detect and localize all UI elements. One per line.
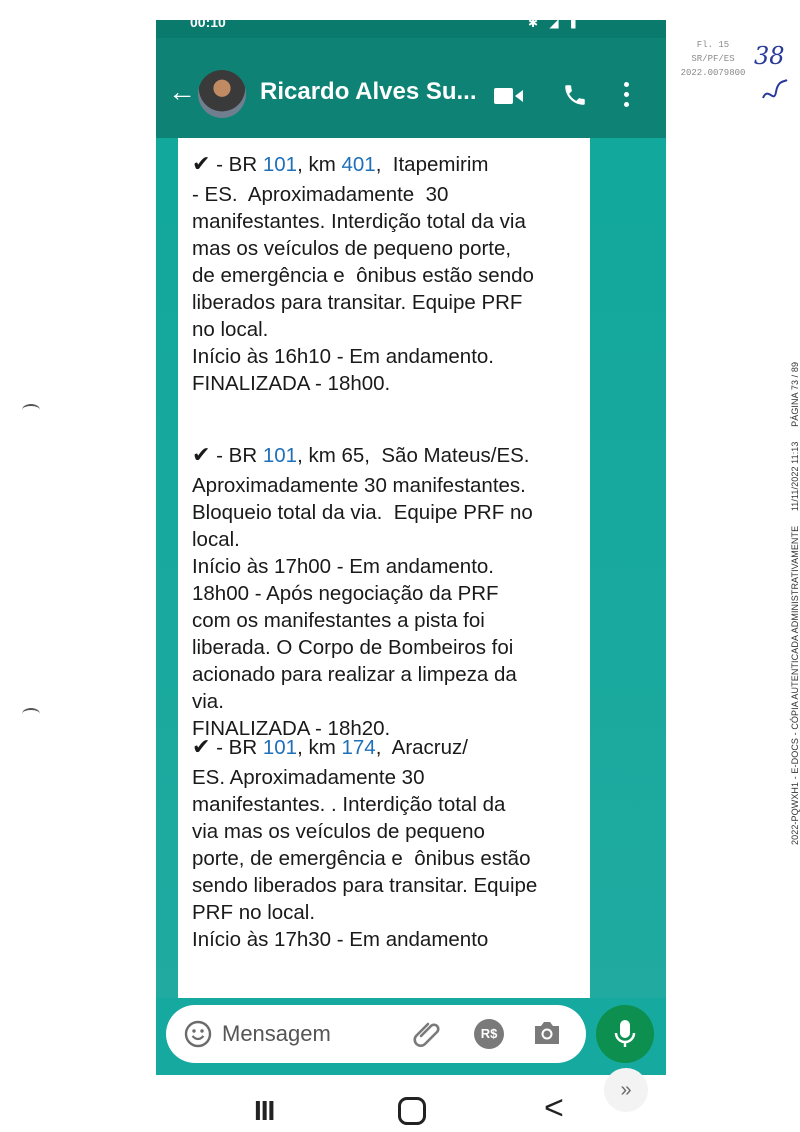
- message-line: PRF no local.: [192, 901, 316, 924]
- check-icon: ✔: [192, 442, 211, 467]
- message-line: - ES. Aproximadamente 30: [192, 183, 449, 206]
- stamp-process-number: 2022.0079800: [680, 68, 746, 78]
- chevrons-down-icon[interactable]: »: [604, 1068, 648, 1112]
- message-heading-line: [192, 441, 530, 469]
- message-text: , km: [297, 736, 342, 759]
- phone-number-link[interactable]: 401: [341, 153, 376, 176]
- avatar[interactable]: [198, 70, 246, 118]
- message-line: Início às 17h30 - Em andamento: [192, 928, 489, 951]
- message-input[interactable]: [222, 1019, 402, 1049]
- video-call-icon[interactable]: [494, 86, 524, 106]
- stamp-folio: Fl. 15: [696, 40, 730, 50]
- message-line: local.: [192, 528, 240, 551]
- message-text: , Itapemirim: [375, 153, 489, 176]
- page-stamp: [672, 38, 754, 80]
- message-line: liberados para transitar. Equipe PRF: [192, 291, 523, 314]
- message-line: manifestantes. . Interdição total da: [192, 793, 506, 816]
- handwritten-page-number: 38: [754, 42, 785, 70]
- message-text: - BR: [210, 444, 263, 467]
- arrow-left-icon[interactable]: ←: [168, 76, 196, 107]
- message-line: Aproximadamente 30 manifestantes.: [192, 474, 526, 497]
- message-line: acionado para realizar a limpeza da: [192, 663, 517, 686]
- phone-number-link[interactable]: 101: [262, 444, 298, 467]
- message-line: de emergência e ônibus estão sendo: [192, 264, 534, 287]
- camera-icon[interactable]: [532, 1019, 562, 1047]
- message-line: com os manifestantes a pista foi: [192, 609, 485, 632]
- microphone-icon: [613, 1019, 637, 1049]
- message-line: sendo liberados para transitar. Equipe: [192, 874, 538, 897]
- system-nav-bar: [0, 1075, 800, 1132]
- message-text: , km: [297, 153, 342, 176]
- message-bubble: [178, 138, 590, 998]
- phone-number-link[interactable]: 174: [341, 736, 376, 759]
- more-vert-icon[interactable]: [624, 82, 630, 108]
- message-line: Bloqueio total da via. Equipe PRF no: [192, 501, 533, 524]
- message-line: manifestantes. Interdição total da via: [192, 210, 526, 233]
- message-composer: [166, 1005, 586, 1063]
- phone-number-link[interactable]: 101: [262, 736, 298, 759]
- message-text: - BR: [210, 736, 263, 759]
- message-text: , km 65, São Mateus/ES.: [297, 444, 530, 467]
- authentication-doc-id: 2022-PQWXH1 - E-DOCS - CÓPIA AUTENTICADA ADMINISTRATIVAMENTE: [790, 525, 800, 845]
- message-line: liberada. O Corpo de Bombeiros foi: [192, 636, 514, 659]
- stamp-department: SR/PF/ES: [691, 54, 735, 64]
- message-line: porte, de emergência e ônibus estão: [192, 847, 531, 870]
- message-line: ES. Aproximadamente 30: [192, 766, 425, 789]
- message-line: no local.: [192, 318, 269, 341]
- authentication-strip: [790, 285, 800, 845]
- phone-call-icon[interactable]: [562, 82, 588, 108]
- phone-number-link[interactable]: 101: [262, 153, 298, 176]
- status-time: 00:10: [190, 14, 226, 30]
- status-bar: [156, 14, 666, 38]
- message-line: Início às 17h00 - Em andamento.: [192, 555, 494, 578]
- punch-hole-mark: [22, 404, 40, 416]
- status-icons: ✱ ◢ ▮: [528, 16, 581, 30]
- chat-header: [156, 38, 666, 138]
- message-line: FINALIZADA - 18h00.: [192, 372, 391, 395]
- authentication-timestamp: 11/11/2022 11:13: [790, 441, 800, 512]
- check-icon: ✔: [192, 151, 211, 176]
- nav-recents-button[interactable]: III: [254, 1095, 275, 1126]
- chat-area[interactable]: [156, 138, 666, 1101]
- message-text: - BR: [210, 153, 263, 176]
- message-line: via mas os veículos de pequeno: [192, 820, 485, 843]
- payment-icon[interactable]: R$: [474, 1019, 504, 1049]
- message-heading-line: [192, 150, 488, 178]
- message-line: via.: [192, 690, 224, 713]
- message-line: Início às 16h10 - Em andamento.: [192, 345, 494, 368]
- message-text: , Aracruz/: [375, 736, 468, 759]
- message-line: FINALIZADA - 18h20.: [192, 717, 391, 740]
- emoji-icon[interactable]: [184, 1020, 212, 1048]
- phone-screen: [156, 14, 666, 1101]
- message-line: 18h00 - Após negociação da PRF: [192, 582, 499, 605]
- paperclip-icon[interactable]: [412, 1019, 442, 1049]
- punch-hole-mark: [22, 708, 40, 720]
- handwritten-signature-icon: [760, 76, 790, 106]
- message-line: mas os veículos de pequeno porte,: [192, 237, 512, 260]
- microphone-button[interactable]: [596, 1005, 654, 1063]
- nav-back-button[interactable]: <: [544, 1089, 564, 1127]
- check-icon: ✔: [192, 734, 211, 759]
- contact-name[interactable]: Ricardo Alves Su...: [260, 78, 477, 105]
- message-heading-line: [192, 733, 468, 761]
- authentication-page: PÁGINA 73 / 89: [790, 361, 800, 427]
- nav-home-button[interactable]: [398, 1097, 426, 1125]
